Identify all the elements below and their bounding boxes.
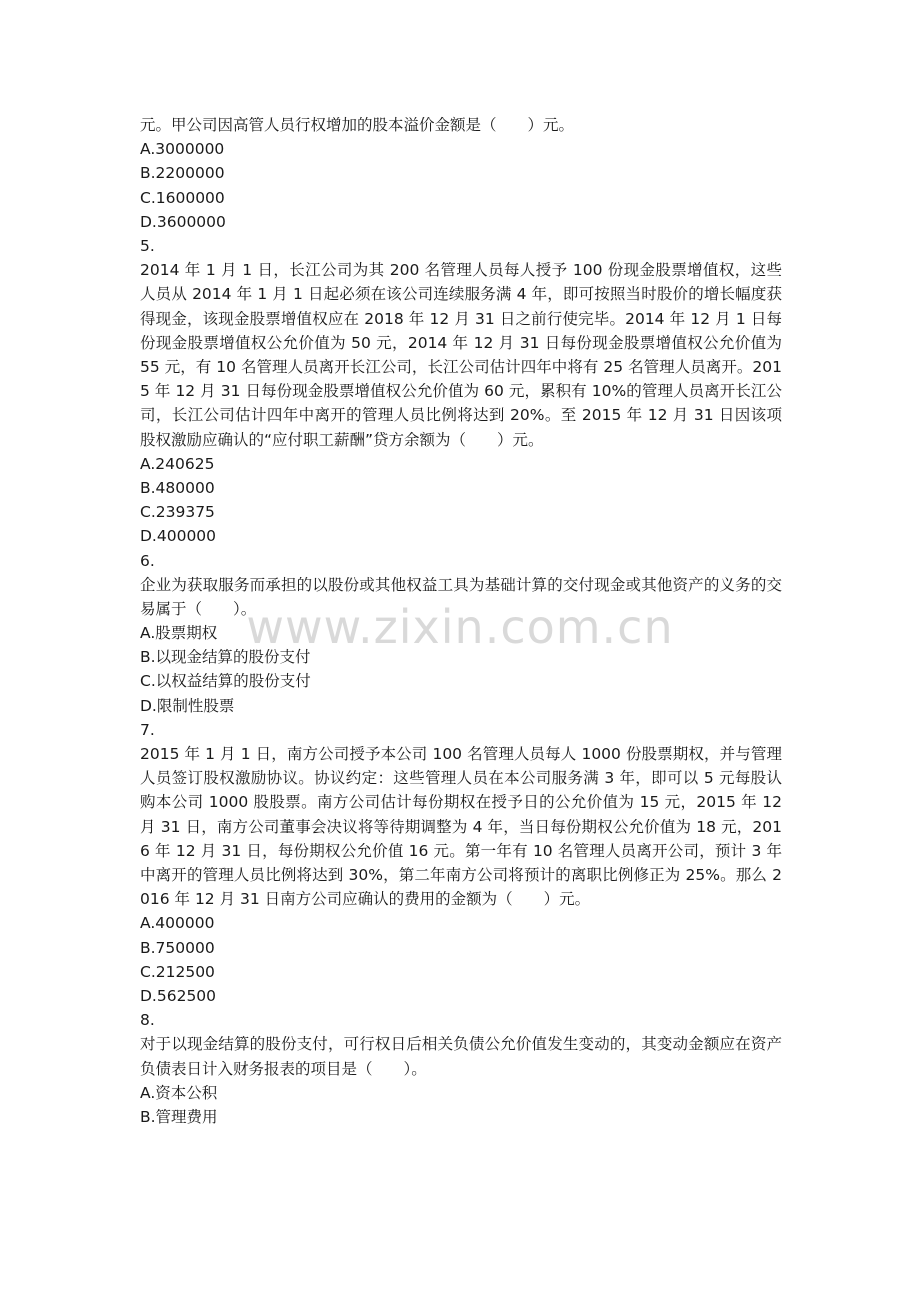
q7-option-b: B.750000: [140, 938, 215, 957]
q7-option-c: C.212500: [140, 962, 215, 981]
q4-option-a: A.3000000: [140, 140, 225, 159]
q6-option-d: D.限制性股票: [140, 696, 235, 715]
q8-option-a: A.资本公积: [140, 1083, 218, 1102]
q7-stem: 2015 年 1 月 1 日，南方公司授予本公司 100 名管理人员每人 1000 份股票期权，并与管理人员签订股权激励协议。协议约定：这些管理人员在本公司服务满 3 年，即可以 5 元每股认购本公司 1000 股股票。南方公司估计每份期权在授予日的公允价值为 15 元，2015 年 12 月 31 日，南方公司董事会决议将等待期调整为 4 年，当日每份期权公允价值为 18 元，2016 年 12 月 31 日，每份期权公允价值 16 元。第一年有 10 名管理人员离开公司，预计 3 年中离开的管理人员比例将达到 30%，第二年南方公司将预计的离职比例修正为 25%。那么 2016 年 12 月 31 日南方公司应确认的费用的金额为（ ）元。: [140, 745, 782, 909]
q4-option-c: C.1600000: [140, 188, 225, 207]
q4-option-d: D.3600000: [140, 212, 226, 231]
q4-option-b: B.2200000: [140, 164, 225, 183]
q5-option-b: B.480000: [140, 478, 215, 497]
q6-option-c: C.以权益结算的股份支付: [140, 672, 311, 691]
q7-option-d: D.562500: [140, 987, 217, 1006]
q6-stem: 企业为获取服务而承担的以股份或其他权益工具为基础计算的交付现金或其他资产的义务的交易属于（ ）。: [140, 575, 782, 618]
q5-option-d: D.400000: [140, 527, 217, 546]
q5-number: 5.: [140, 236, 155, 255]
watermark: www.zixin.com.cn: [246, 600, 674, 654]
q8-option-b: B.管理费用: [140, 1107, 218, 1126]
q7-number: 7.: [140, 720, 155, 739]
q8-number: 8.: [140, 1011, 155, 1030]
q5-option-c: C.239375: [140, 503, 215, 522]
q5-option-a: A.240625: [140, 454, 215, 473]
q4-stem-tail: 元。甲公司因高管人员行权增加的股本溢价金额是（ ）元。: [140, 116, 575, 134]
q6-number: 6.: [140, 551, 155, 570]
q8-stem: 对于以现金结算的股份支付，可行权日后相关负债公允价值发生变动的，其变动金额应在资产负债表日计入财务报表的项目是（ ）。: [140, 1035, 782, 1078]
q6-option-b: B.以现金结算的股份支付: [140, 648, 311, 667]
q5-stem: 2014 年 1 月 1 日，长江公司为其 200 名管理人员每人授予 100 份现金股票增值权，这些人员从 2014 年 1 月 1 日起必须在该公司连续服务满 4 年，即可按照当时股价的增长幅度获得现金，该现金股票增值权应在 2018 年 12 月 31 日之前行使完毕。2014 年 12 月 1 日每份现金股票增值权公允价值为 50 元，2014 年 12 月 31 日每份现金股票增值权公允价值为 55 元，有 10 名管理人员离开长江公司，长江公司估计四年中将有 25 名管理人员离开。2015 年 12 月 31 日每份现金股票增值权公允价值为 60 元，累积有 10%的管理人员离开长江公司，长江公司估计四年中离开的管理人员比例将达到 20%。至 2015 年 12 月 31 日因该项股权激励应确认的“应付职工薪酬”贷方余额为（ ）元。: [140, 261, 782, 449]
q7-option-a: A.400000: [140, 914, 215, 933]
q6-option-a: A.股票期权: [140, 624, 218, 643]
document-page: [140, 113, 782, 1129]
